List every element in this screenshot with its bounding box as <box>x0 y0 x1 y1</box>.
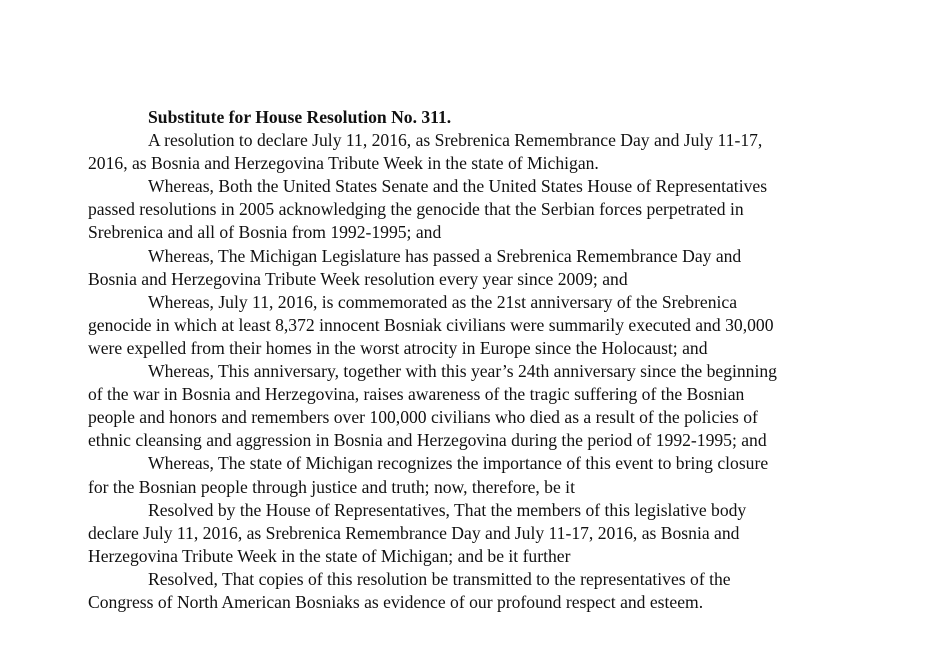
paragraph-line: Whereas, July 11, 2016, is commemorated as the 21st anniversary of the Srebrenica <box>148 291 738 312</box>
paragraph-line: ethnic cleansing and aggression in Bosnia and Herzegovina during the period of 1992-1995; and <box>88 430 767 451</box>
paragraph-line: for the Bosnian people through justice and truth; now, therefore, be it <box>88 476 575 497</box>
paragraph-line: Whereas, This anniversary, together with this year’s 24th anniversary since the beginning <box>148 361 777 382</box>
paragraph-line: declare July 11, 2016, as Srebrenica Remembrance Day and July 11-17, 2016, as Bosnia and <box>88 522 740 543</box>
paragraph-line: Congress of North American Bosniaks as evidence of our profound respect and esteem. <box>88 591 704 612</box>
paragraph-line: Whereas, The state of Michigan recognizes the importance of this event to bring closure <box>148 453 769 474</box>
resolution-title: Substitute for House Resolution No. 311. <box>148 107 452 127</box>
paragraph-line: A resolution to declare July 11, 2016, as Srebrenica Remembrance Day and July 11-17, <box>148 130 763 151</box>
paragraph-line: were expelled from their homes in the worst atrocity in Europe since the Holocaust; and <box>88 337 708 358</box>
paragraph-line: people and honors and remembers over 100,000 civilians who died as a result of the policies of <box>88 407 758 428</box>
resolution-document <box>88 106 878 614</box>
paragraph-line: Resolved by the House of Representatives, That the members of this legislative body <box>148 499 747 520</box>
paragraph-line: Bosnia and Herzegovina Tribute Week resolution every year since 2009; and <box>88 268 628 289</box>
paragraph-line: passed resolutions in 2005 acknowledging the genocide that the Serbian forces perpetrated in <box>88 199 744 220</box>
paragraph-line: Herzegovina Tribute Week in the state of Michigan; and be it further <box>88 545 571 566</box>
paragraph-line: Whereas, Both the United States Senate and the United States House of Representatives <box>148 176 768 197</box>
paragraph-line: Resolved, That copies of this resolution be transmitted to the representatives of the <box>148 568 731 589</box>
paragraph-line: Whereas, The Michigan Legislature has passed a Srebrenica Remembrance Day and <box>148 245 742 266</box>
paragraph-line: Srebrenica and all of Bosnia from 1992-1995; and <box>88 222 442 243</box>
paragraph-line: 2016, as Bosnia and Herzegovina Tribute Week in the state of Michigan. <box>88 153 599 174</box>
paragraph-line: of the war in Bosnia and Herzegovina, raises awareness of the tragic suffering of the Bosnian <box>88 384 745 405</box>
paragraph-line: genocide in which at least 8,372 innocent Bosniak civilians were summarily executed and 30,000 <box>88 314 774 335</box>
